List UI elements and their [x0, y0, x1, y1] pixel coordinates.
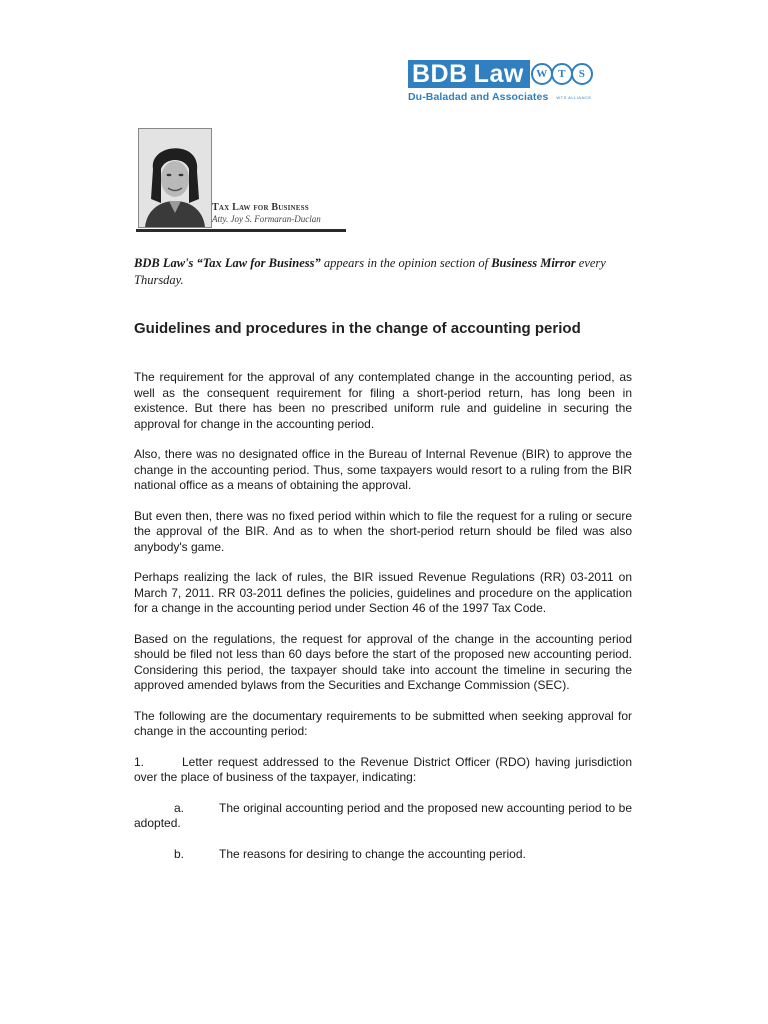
paragraph: Based on the regulations, the request for approval of the change in the accounting period should be filed not less than 60 days before the start of the proposed new accounting period. Considering this period, the taxpayer should take into account the timeline in securing the approved amended bylaws from the Securities and Exchange Commission (SEC). [134, 631, 632, 692]
column-header [136, 128, 346, 234]
bdb-law-logo [408, 60, 628, 106]
sub-list-text: The original accounting period and the proposed new accounting period to be adopted. [134, 800, 632, 830]
list-number: 1. [134, 754, 145, 769]
author-photo [138, 128, 212, 228]
publication-note-end: every Thursday. [134, 256, 606, 287]
paragraph: Perhaps realizing the lack of rules, the BIR issued Revenue Regulations (RR) 03-2011 on March 7, 2011. RR 03-2011 defines the policies, guidelines and procedure on the application for a change in the accounting period under Section 46 of the 1997 Tax Code. [134, 570, 632, 615]
wts-letter-t: T [551, 63, 573, 85]
logo-law: Law [473, 60, 524, 88]
publication-note-mid: appears in the opinion section of [320, 256, 492, 270]
paragraph: The following are the documentary requirements to be submitted when seeking approval for change in the accounting period: [134, 708, 632, 738]
sub-list-letter: b. [174, 846, 185, 861]
paragraph: The requirement for the approval of any contemplated change in the accounting period, as well as the consequent requirement for filing a short-period return, has long been in existence. But there has been no prescribed uniform rule and guideline in securing the approval for change in the accounting period. [134, 370, 632, 431]
wts-emblem-icon [533, 63, 593, 85]
author-portrait-icon [139, 129, 211, 227]
header-divider [136, 229, 346, 232]
logo-mark [408, 60, 628, 88]
sub-list-item [134, 801, 632, 832]
column-author: Atty. Joy S. Formaran-Duclan [212, 214, 321, 224]
logo-subline [408, 91, 628, 103]
logo-alliance: WTS ALLIANCE [556, 94, 592, 100]
list-item [134, 755, 632, 786]
paragraph: Also, there was no designated office in the Bureau of Internal Revenue (BIR) to approve the change in the accounting period. Thus, some taxpayers would resort to a ruling from the BIR national office as a means of obtaining the approval. [134, 447, 632, 492]
article-body [134, 370, 632, 877]
list-item-text: Letter request addressed to the Revenue District Officer (RDO) having jurisdiction over the place of business of the taxpayer, indicating: [134, 754, 632, 784]
sub-list-item [134, 847, 632, 863]
logo-bdb: BDB [412, 60, 468, 88]
logo-wordmark [408, 60, 530, 88]
paragraph: But even then, there was no fixed period within which to file the request for a ruling or secure the approval of the BIR. And as to when the short-period return should be filed was also anybody's game. [134, 508, 632, 554]
column-reference: BDB Law's “Tax Law for Business” [134, 256, 321, 270]
logo-tagline: Du-Baladad and Associates [408, 91, 549, 103]
wts-letter-w: W [531, 63, 553, 85]
sub-list-letter: a. [174, 800, 185, 815]
newspaper-name: Business Mirror [491, 256, 576, 270]
wts-letter-s: S [571, 63, 593, 85]
column-name: Tax Law for Business [212, 202, 309, 213]
article-title: Guidelines and procedures in the change of accounting period [134, 320, 581, 337]
sub-list-text: The reasons for desiring to change the accounting period. [219, 846, 526, 861]
publication-note [134, 255, 634, 289]
